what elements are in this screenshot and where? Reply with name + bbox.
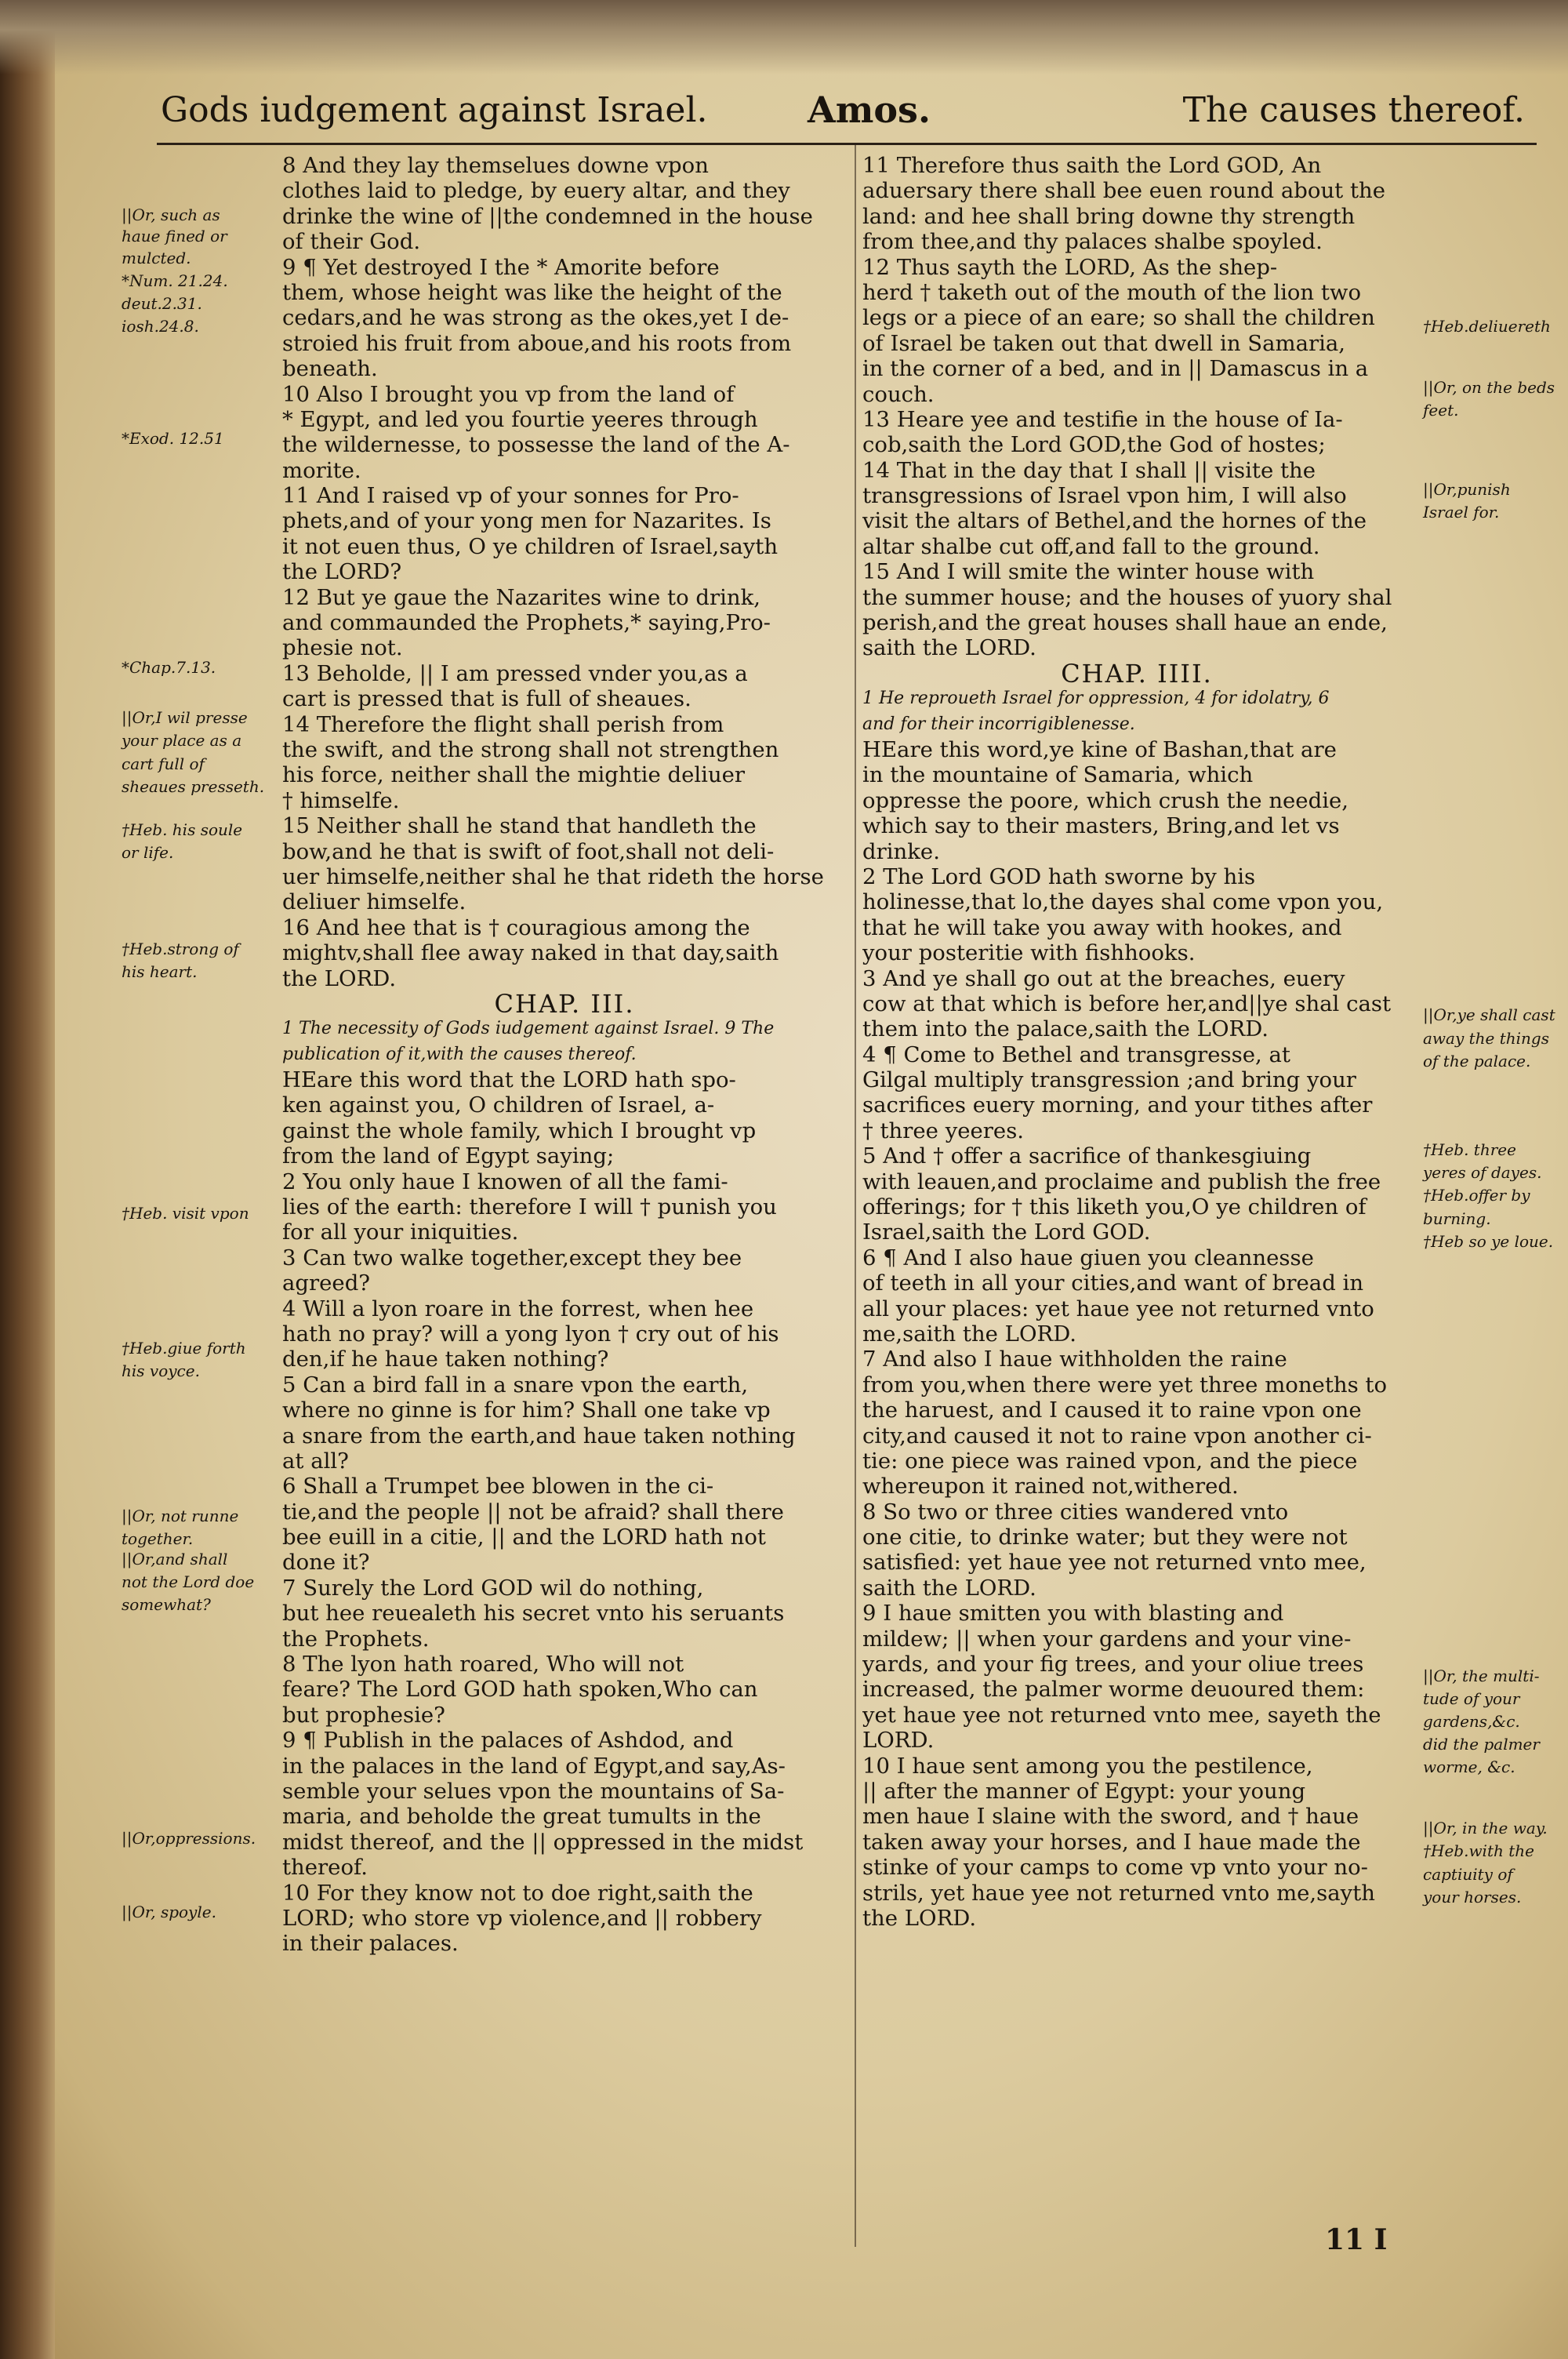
text-line: cart is pressed that is full of sheaues. xyxy=(282,686,691,712)
text-line: the summer house; and the houses of yuory shal xyxy=(862,584,1392,610)
margin-note: †Heb. his soule xyxy=(122,820,243,839)
text-line: city,and caused it not to raine vpon another ci- xyxy=(862,1423,1372,1448)
text-line: publication of it,with the causes thereof. xyxy=(282,1044,637,1064)
text-line: 8 And they lay themselues downe vpon xyxy=(282,153,709,178)
text-line: visit the altars of Bethel,and the hornes of the xyxy=(862,508,1367,534)
margin-note: ||Or, spoyle. xyxy=(122,1903,216,1922)
text-line: semble your selues vpon the mountains of Sa- xyxy=(282,1779,785,1804)
text-line: 4 ¶ Come to Bethel and transgresse, at xyxy=(862,1041,1290,1067)
text-line: cedars,and he was strong as the okes,yet I de- xyxy=(282,305,789,331)
margin-note: †Heb.deliuereth xyxy=(1423,317,1551,336)
margin-note: ||Or, in the way. xyxy=(1423,1819,1548,1838)
text-line: where no ginne is for him? Shall one take vp xyxy=(282,1398,771,1423)
text-line: tie: one piece was rained vpon, and the piece xyxy=(862,1448,1358,1474)
text-line: 7 Surely the Lord GOD wil do nothing, xyxy=(282,1575,704,1601)
margin-note: sheaues presseth. xyxy=(122,776,265,796)
text-line: clothes laid to pledge, by euery altar, and they xyxy=(282,178,790,204)
margin-note: together. xyxy=(122,1528,194,1548)
text-line: yards, and your fig trees, and your oliue trees xyxy=(862,1652,1364,1677)
text-line: * Egypt, and led you fourtie yeeres through xyxy=(282,406,758,432)
margin-note: iosh.24.8. xyxy=(122,317,199,336)
text-line: increased, the palmer worme deuoured them: xyxy=(862,1677,1365,1703)
text-line: LORD. xyxy=(862,1728,935,1754)
margin-note: or life. xyxy=(122,843,174,863)
margin-note: somewhat? xyxy=(122,1595,211,1615)
margin-note: ||Or,I wil presse xyxy=(122,708,248,728)
text-line: the LORD. xyxy=(862,1905,977,1931)
text-line: whereupon it rained not,withered. xyxy=(862,1474,1239,1499)
text-line: 11 And I raised vp of your sonnes for Pro- xyxy=(282,483,739,509)
text-line: men haue I slaine with the sword, and † haue xyxy=(862,1804,1359,1830)
margin-note: feet. xyxy=(1423,401,1459,420)
text-line: HEare this word,ye kine of Bashan,that are xyxy=(862,736,1337,762)
margin-note: burning. xyxy=(1423,1209,1491,1228)
text-line: stinke of your camps to come vp vnto your no- xyxy=(862,1855,1368,1881)
header-left-title: Gods iudgement against Israel. xyxy=(161,90,708,130)
text-line: legs or a piece of an eare; so shall the children xyxy=(862,305,1375,331)
margin-note: gardens,&c. xyxy=(1423,1712,1520,1732)
text-line: which say to their masters, Bring,and let vs xyxy=(862,813,1340,839)
text-line: with leauen,and proclaime and publish the free xyxy=(862,1169,1381,1194)
text-line: aduersary there shall bee euen round about the xyxy=(862,178,1385,204)
margin-note: ||Or,oppressions. xyxy=(122,1829,256,1848)
text-line: 4 Will a lyon roare in the forrest, when hee xyxy=(282,1296,754,1321)
text-line: 3 Can two walke together,except they bee xyxy=(282,1245,742,1270)
text-line: 8 So two or three cities wandered vnto xyxy=(862,1499,1289,1525)
text-line: 5 And † offer a sacrifice of thankesgiuing xyxy=(862,1143,1312,1169)
margin-note: *Exod. 12.51 xyxy=(122,428,224,448)
text-line: the LORD? xyxy=(282,559,402,585)
text-line: for all your iniquities. xyxy=(282,1219,519,1245)
text-line: || after the manner of Egypt: your young xyxy=(862,1779,1306,1804)
margin-note: haue fined or xyxy=(122,227,227,246)
column-divider xyxy=(855,145,856,2247)
text-line: tie,and the people || not be afraid? shall there xyxy=(282,1499,784,1525)
text-line: me,saith the LORD. xyxy=(862,1321,1076,1347)
margin-note: †Heb.strong of xyxy=(122,940,239,959)
margin-note: ||Or, the multi- xyxy=(1423,1666,1540,1685)
text-line: it not euen thus, O ye children of Israel,sayth xyxy=(282,533,779,559)
text-line: drinke the wine of ||the condemned in the house xyxy=(282,203,813,229)
text-line: Israel,saith the Lord GOD. xyxy=(862,1219,1151,1245)
margin-note: *Num. 21.24. xyxy=(122,271,228,291)
text-line: stroied his fruit from aboue,and his roots from xyxy=(282,330,792,356)
text-line: the swift, and the strong shall not strengthen xyxy=(282,736,779,762)
page-top-edge xyxy=(0,0,1568,75)
margin-note: mulcted. xyxy=(122,248,191,267)
text-line: 6 Shall a Trumpet bee blowen in the ci- xyxy=(282,1474,714,1499)
text-line: perish,and the great houses shall haue an ende, xyxy=(862,610,1388,636)
text-line: mightv,shall flee away naked in that day,saith xyxy=(282,940,779,966)
text-line: one citie, to drinke water; but they were not xyxy=(862,1525,1348,1550)
text-line: 8 The lyon hath roared, Who will not xyxy=(282,1652,684,1677)
text-line: 14 Therefore the flight shall perish from xyxy=(282,711,724,737)
margin-note: ||Or,ye shall cast xyxy=(1423,1005,1555,1025)
text-line: LORD; who store vp violence,and || robbery xyxy=(282,1905,762,1931)
text-line: them, whose height was like the height of the xyxy=(282,279,782,305)
margin-note: did the palmer xyxy=(1423,1735,1540,1754)
text-line: saith the LORD. xyxy=(862,1575,1036,1601)
text-line: and for their incorrigiblenesse. xyxy=(862,714,1135,734)
text-line: holinesse,that lo,the dayes shal come vpon you, xyxy=(862,889,1384,915)
text-line: maria, and beholde the great tumults in the xyxy=(282,1804,761,1830)
text-line: morite. xyxy=(282,457,361,483)
text-line: oppresse the poore, which crush the needie, xyxy=(862,787,1348,813)
text-line: offerings; for † this liketh you,O ye children of xyxy=(862,1194,1367,1220)
text-line: 13 Heare yee and testifie in the house of Ia- xyxy=(862,406,1343,432)
text-line: altar shalbe cut off,and fall to the ground. xyxy=(862,533,1320,559)
margin-note: †Heb. three xyxy=(1423,1140,1516,1160)
text-line: 3 And ye shall go out at the breaches, euery xyxy=(862,965,1345,991)
text-line: transgressions of Israel vpon him, I will also xyxy=(862,483,1347,509)
left-text-column xyxy=(282,153,847,1957)
text-line: satisfied: yet haue yee not returned vnto mee, xyxy=(862,1550,1367,1576)
text-line: 1 The necessity of Gods iudgement against Israel. 9 The xyxy=(282,1019,775,1039)
text-line: deliuer himselfe. xyxy=(282,889,466,915)
margin-note: your place as a xyxy=(122,731,242,751)
chapter-heading: CHAP. IIII. xyxy=(1061,658,1213,689)
text-line: cow at that which is before her,and||ye shal cast xyxy=(862,990,1392,1016)
text-line: phets,and of your yong men for Nazarites. Is xyxy=(282,508,771,534)
text-line: 10 For they know not to doe right,saith the xyxy=(282,1880,753,1906)
text-line: 15 Neither shall he stand that handleth the xyxy=(282,813,757,839)
text-line: thereof. xyxy=(282,1855,368,1881)
text-line: in their palaces. xyxy=(282,1931,459,1957)
text-line: that he will take you away with hookes, and xyxy=(862,914,1342,940)
text-line: all your places: yet haue yee not returned vnto xyxy=(862,1296,1374,1321)
margin-note: of the palace. xyxy=(1423,1051,1531,1070)
text-line: 5 Can a bird fall in a snare vpon the earth, xyxy=(282,1372,749,1398)
text-line: † himselfe. xyxy=(282,787,400,813)
text-line: 7 And also I haue withholden the raine xyxy=(862,1347,1287,1372)
text-line: done it? xyxy=(282,1550,370,1576)
text-line: 15 And I will smite the winter house with xyxy=(862,559,1315,585)
margin-note: away the things xyxy=(1423,1028,1549,1048)
text-line: 12 But ye gaue the Nazarites wine to drink, xyxy=(282,584,761,610)
margin-note: †Heb so ye loue. xyxy=(1423,1231,1554,1251)
margin-note: not the Lord doe xyxy=(122,1572,255,1591)
header-right-title: The causes thereof. xyxy=(1182,90,1525,130)
text-line: taken away your horses, and I haue made the xyxy=(862,1829,1361,1855)
text-line: in the palaces in the land of Egypt,and say,As- xyxy=(282,1753,786,1779)
margin-note: yeres of dayes. xyxy=(1423,1163,1542,1183)
text-line: from you,when there were yet three moneths to xyxy=(862,1372,1388,1398)
margin-note: deut.2.31. xyxy=(122,294,202,314)
text-line: 10 Also I brought you vp from the land of xyxy=(282,381,735,407)
text-line: land: and hee shall bring downe thy strength xyxy=(862,203,1356,229)
text-line: 10 I haue sent among you the pestilence, xyxy=(862,1753,1313,1779)
text-line: 2 The Lord GOD hath sworne by his xyxy=(862,863,1256,889)
catchword: 11 I xyxy=(1325,2223,1388,2256)
text-line: couch. xyxy=(862,381,935,407)
text-line: feare? The Lord GOD hath spoken,Who can xyxy=(282,1677,758,1703)
text-line: of their God. xyxy=(282,229,421,255)
margin-note: worme, &c. xyxy=(1423,1757,1515,1777)
margin-note: tude of your xyxy=(1423,1688,1520,1708)
margin-note: ||Or, on the beds xyxy=(1423,378,1555,398)
text-line: yet haue yee not returned vnto mee, sayeth the xyxy=(862,1702,1381,1728)
margin-note: cart full of xyxy=(122,754,205,773)
text-line: sacrifices euery morning, and your tithes after xyxy=(862,1092,1373,1118)
text-line: 9 ¶ Yet destroyed I the * Amorite before xyxy=(282,254,720,280)
text-line: bow,and he that is swift of foot,shall not deli- xyxy=(282,838,775,864)
margin-note: ||Or, such as xyxy=(122,205,220,224)
text-line: at all? xyxy=(282,1448,349,1474)
text-line: lies of the earth: therefore I will † punish you xyxy=(282,1194,777,1220)
text-line: 13 Beholde, || I am pressed vnder you,as a xyxy=(282,660,748,686)
text-line: den,if he haue taken nothing? xyxy=(282,1347,609,1372)
text-line: but prophesie? xyxy=(282,1702,445,1728)
text-line: bee euill in a citie, || and the LORD hath not xyxy=(282,1525,766,1550)
text-line: the haruest, and I caused it to raine vpon one xyxy=(862,1398,1362,1423)
text-line: from the land of Egypt saying; xyxy=(282,1143,615,1169)
text-line: herd † taketh out of the mouth of the lion two xyxy=(862,279,1362,305)
margin-note: your horses. xyxy=(1423,1887,1522,1906)
text-line: 2 You only haue I knowen of all the fami- xyxy=(282,1169,728,1194)
text-line: phesie not. xyxy=(282,635,403,661)
text-line: the LORD. xyxy=(282,965,397,991)
margin-note: ||Or, not runne xyxy=(122,1506,239,1525)
text-line: them into the palace,saith the LORD. xyxy=(862,1016,1269,1042)
text-line: in the corner of a bed, and in || Damascus in a xyxy=(862,356,1369,382)
text-line: his force, neither shall the mightie deliuer xyxy=(282,762,746,788)
text-line: in the mountaine of Samaria, which xyxy=(862,762,1254,788)
text-line: HEare this word that the LORD hath spo- xyxy=(282,1067,736,1093)
text-line: Gilgal multiply transgression ;and bring your xyxy=(862,1067,1356,1093)
margin-note: ||Or,and shall xyxy=(122,1549,228,1568)
margin-note: †Heb.offer by xyxy=(1423,1186,1530,1205)
text-line: saith the LORD. xyxy=(862,635,1036,661)
text-line: 11 Therefore thus saith the Lord GOD, An xyxy=(862,153,1322,178)
text-line: uer himselfe,neither shal he that rideth the horse xyxy=(282,863,824,889)
text-line: 12 Thus sayth the LORD, As the shep- xyxy=(862,254,1278,280)
margin-note: his heart. xyxy=(122,962,198,982)
text-line: and commaunded the Prophets,* saying,Pro- xyxy=(282,610,771,636)
text-line: † three yeeres. xyxy=(862,1118,1025,1143)
text-line: the wildernesse, to possesse the land of the A- xyxy=(282,432,790,458)
text-line: drinke. xyxy=(862,838,940,864)
text-line: midst thereof, and the || oppressed in the midst xyxy=(282,1829,804,1855)
text-line: 9 ¶ Publish in the palaces of Ashdod, and xyxy=(282,1728,734,1754)
text-line: mildew; || when your gardens and your vine- xyxy=(862,1626,1352,1652)
text-line: cob,saith the Lord GOD,the God of hostes; xyxy=(862,432,1326,458)
text-line: beneath. xyxy=(282,356,378,382)
text-line: your posteritie with fishhooks. xyxy=(862,940,1196,966)
text-line: 6 ¶ And I also haue giuen you cleannesse xyxy=(862,1245,1314,1270)
margin-note: Israel for. xyxy=(1423,502,1500,522)
text-line: 14 That in the day that I shall || visite the xyxy=(862,457,1316,483)
text-line: 1 He reproueth Israel for oppression, 4 for idolatry, 6 xyxy=(862,689,1330,709)
text-line: hath no pray? will a yong lyon † cry out of his xyxy=(282,1321,779,1347)
text-line: but hee reuealeth his secret vnto his seruants xyxy=(282,1601,785,1627)
text-line: strils, yet haue yee not returned vnto me,sayth xyxy=(862,1880,1375,1906)
text-line: 9 I haue smitten you with blasting and xyxy=(862,1601,1284,1627)
text-line: of Israel be taken out that dwell in Samaria, xyxy=(862,330,1346,356)
margin-note: ||Or,punish xyxy=(1423,479,1511,499)
right-text-column xyxy=(862,153,1411,1931)
chapter-heading: CHAP. III. xyxy=(494,988,635,1019)
running-header xyxy=(161,75,1525,145)
margin-note: captiuity of xyxy=(1423,1864,1513,1884)
text-line: a snare from the earth,and haue taken nothing xyxy=(282,1423,796,1448)
book-binding xyxy=(0,0,55,2359)
text-line: gainst the whole family, which I brought vp xyxy=(282,1118,757,1143)
text-line: of teeth in all your cities,and want of bread in xyxy=(862,1270,1364,1296)
header-book-name: Amos. xyxy=(808,89,931,131)
margin-note: †Heb. visit vpon xyxy=(122,1204,249,1223)
margin-note: †Heb.with the xyxy=(1423,1841,1534,1861)
text-line: 16 And hee that is † couragious among the xyxy=(282,914,750,940)
margin-note: †Heb.giue forth xyxy=(122,1338,246,1358)
text-line: ken against you, O children of Israel, a- xyxy=(282,1092,715,1118)
margin-note: his voyce. xyxy=(122,1361,200,1380)
text-line: agreed? xyxy=(282,1270,371,1296)
margin-note: *Chap.7.13. xyxy=(122,657,216,677)
text-line: from thee,and thy palaces shalbe spoyled. xyxy=(862,229,1323,255)
header-rule xyxy=(157,143,1537,145)
text-line: the Prophets. xyxy=(282,1626,430,1652)
